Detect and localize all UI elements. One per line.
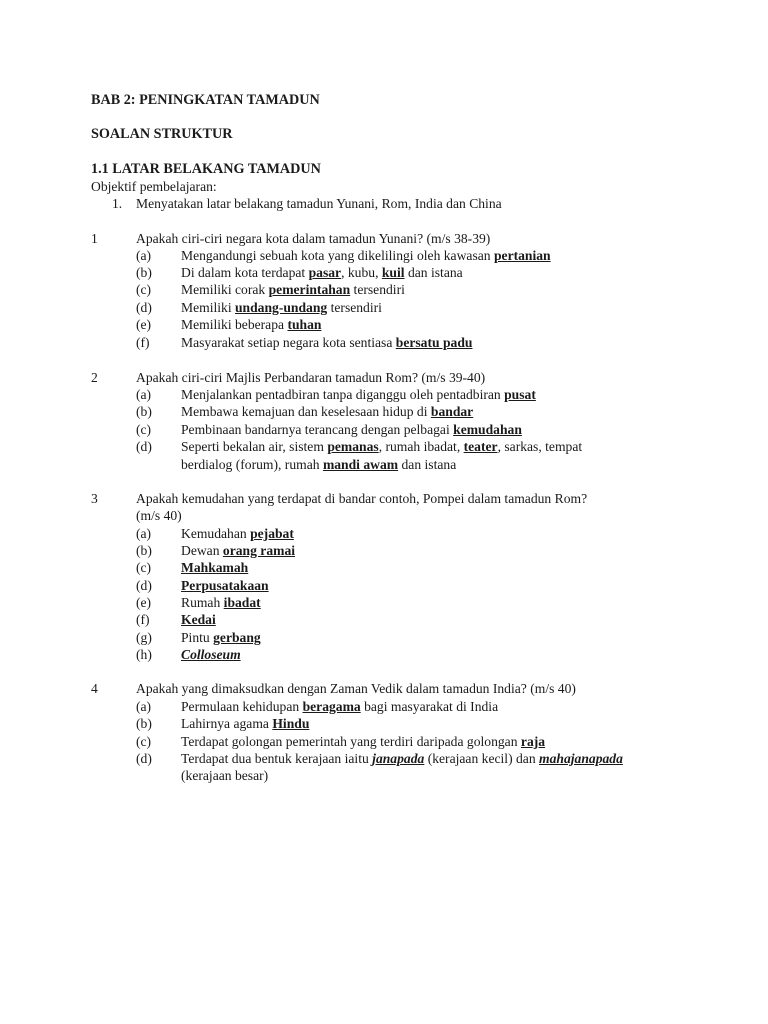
answer-label: (a): [136, 699, 152, 714]
answer-label: (h): [136, 647, 152, 662]
answer-label: (f): [136, 335, 150, 350]
question-text: Apakah ciri-ciri negara kota dalam tamadun Yunani? (m/s 38-39): [136, 231, 491, 246]
answer-text: [181, 577, 269, 594]
question-number: 1: [91, 231, 98, 246]
keyword: mahajanapada: [539, 751, 623, 766]
answer-text: [181, 646, 241, 663]
answer-label: (g): [136, 630, 152, 645]
answer-text: [181, 559, 248, 576]
keyword: gerbang: [213, 630, 261, 645]
keyword: Perpusatakaan: [181, 578, 269, 593]
answer-label: (c): [136, 560, 152, 575]
answer-label: (e): [136, 317, 152, 332]
question-number: 4: [91, 681, 98, 696]
keyword: pusat: [504, 387, 536, 402]
answer-label: (a): [136, 526, 152, 541]
answer-label: (a): [136, 387, 152, 402]
answer-label: (b): [136, 716, 152, 731]
keyword: Kedai: [181, 612, 216, 627]
answer-label: (d): [136, 439, 152, 454]
answer-text: Permulaan kehidupan beragama bagi masyarakat di India: [181, 699, 499, 714]
answer-text: Terdapat dua bentuk kerajaan iaitu janapada (kerajaan kecil) dan mahajanapada: [181, 751, 623, 766]
keyword: Hindu: [272, 716, 310, 731]
answer-text-continued: berdialog (forum), rumah mandi awam dan istana: [181, 457, 457, 472]
keyword: pasar: [308, 265, 342, 280]
answer-label: (d): [136, 300, 152, 315]
objective-item-number: 1.: [112, 196, 123, 211]
answer-label: (f): [136, 612, 150, 627]
keyword: orang ramai: [222, 543, 296, 558]
keyword: undang-undang: [235, 300, 328, 315]
keyword: kemudahan: [453, 422, 522, 437]
answer-text: Membawa kemajuan dan keselesaan hidup di bandar: [181, 404, 474, 419]
answer-text: Seperti bekalan air, sistem pemanas, rumah ibadat, teater, sarkas, tempat: [181, 439, 583, 454]
keyword: ibadat: [223, 595, 261, 610]
answer-text: [181, 611, 216, 628]
answer-label: (c): [136, 734, 152, 749]
objective-label: Objektif pembelajaran:: [91, 179, 217, 194]
question-number: 3: [91, 491, 98, 506]
answer-text: Pembinaan bandarnya terancang dengan pelbagai kemudahan: [181, 422, 522, 437]
keyword: mandi awam: [322, 457, 399, 472]
keyword: teater: [463, 439, 498, 454]
keyword: pertanian: [493, 248, 551, 263]
answer-text: Memiliki undang-undang tersendiri: [181, 300, 382, 315]
answer-label: (d): [136, 578, 152, 593]
keyword: bersatu padu: [395, 335, 473, 350]
keyword: Mahkamah: [181, 560, 249, 575]
objective-item-text: Menyatakan latar belakang tamadun Yunani, Rom, India dan China: [136, 196, 502, 211]
answer-label: (c): [136, 282, 152, 297]
answer-text: Menjalankan pentadbiran tanpa diganggu oleh pentadbiran pusat: [181, 387, 536, 402]
keyword: beragama: [302, 699, 361, 714]
question-text-continued: (m/s 40): [136, 508, 182, 523]
answer-text: Masyarakat setiap negara kota sentiasa bersatu padu: [181, 335, 473, 350]
answer-text-continued: (kerajaan besar): [181, 768, 269, 783]
answer-label: (b): [136, 543, 152, 558]
answer-text: Dewan orang ramai: [181, 543, 296, 558]
keyword: pemerintahan: [268, 282, 351, 297]
answer-label: (c): [136, 422, 152, 437]
question-number: 2: [91, 370, 98, 385]
answer-text: Rumah ibadat: [181, 595, 261, 610]
chapter-title: BAB 2: PENINGKATAN TAMADUN: [91, 92, 320, 108]
answer-label: (e): [136, 595, 152, 610]
keyword: raja: [520, 734, 546, 749]
answer-text: Di dalam kota terdapat pasar, kubu, kuil dan istana: [181, 265, 463, 280]
answer-text: Kemudahan pejabat: [181, 526, 294, 541]
section-title: SOALAN STRUKTUR: [91, 126, 233, 142]
answer-text: Terdapat golongan pemerintah yang terdiri daripada golongan raja: [181, 734, 546, 749]
keyword: Colloseum: [181, 647, 241, 662]
question-text: Apakah yang dimaksudkan dengan Zaman Vedik dalam tamadun India? (m/s 40): [136, 681, 576, 696]
question-text: Apakah kemudahan yang terdapat di bandar contoh, Pompei dalam tamadun Rom?: [136, 491, 588, 506]
answer-text: Memiliki beberapa tuhan: [181, 317, 322, 332]
keyword: pemanas: [327, 439, 379, 454]
answer-label: (b): [136, 265, 152, 280]
keyword: tuhan: [287, 317, 322, 332]
answer-text: Lahirnya agama Hindu: [181, 716, 310, 731]
answer-text: Pintu gerbang: [181, 630, 261, 645]
answer-label: (d): [136, 751, 152, 766]
keyword: janapada: [372, 751, 425, 766]
subsection-title: 1.1 LATAR BELAKANG TAMADUN: [91, 161, 321, 177]
answer-label: (b): [136, 404, 152, 419]
keyword: pejabat: [250, 526, 294, 541]
answer-text: Memiliki corak pemerintahan tersendiri: [181, 282, 405, 297]
answer-text: Mengandungi sebuah kota yang dikelilingi oleh kawasan pertanian: [181, 248, 551, 263]
keyword: bandar: [430, 404, 474, 419]
answer-label: (a): [136, 248, 152, 263]
keyword: kuil: [381, 265, 405, 280]
question-text: Apakah ciri-ciri Majlis Perbandaran tamadun Rom? (m/s 39-40): [136, 370, 486, 385]
